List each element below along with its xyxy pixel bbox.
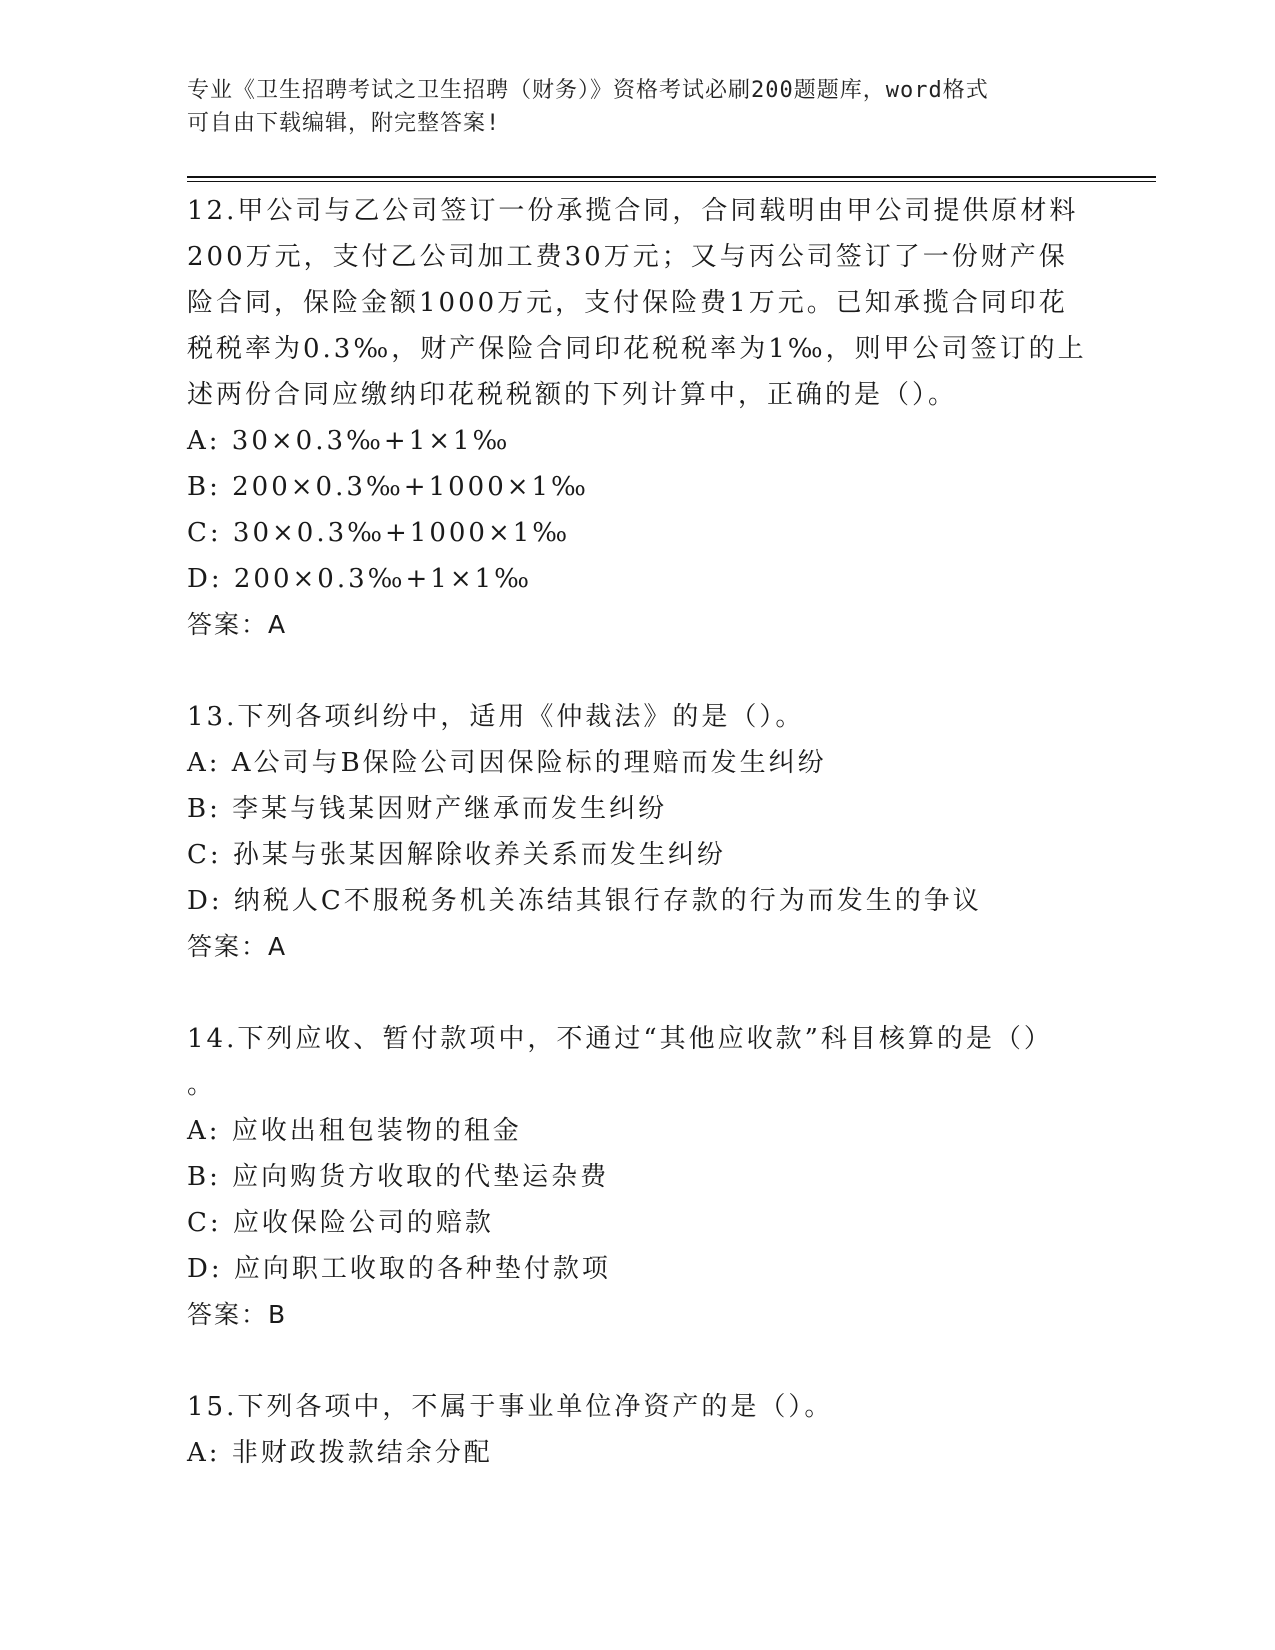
option-c: C: 30×0.3‰+1000×1‰ [187,518,571,548]
answer-label: 答案：A [187,932,288,961]
option-a: A: 非财政拨款结余分配 [187,1438,493,1468]
question-15 [187,1384,1087,1476]
option-c: C: 应收保险公司的赔款 [187,1208,494,1238]
question-stem-line: 税税率为0.3‰，财产保险合同印花税税率为1‰，则甲公司签订的上 [187,334,1087,364]
option-d: D: 应向职工收取的各种垫付款项 [187,1254,611,1284]
question-stem-line: 14.下列应收、暂付款项中，不通过“其他应收款”科目核算的是（） [187,1024,1053,1054]
header-title-line-1: 专业《卫生招聘考试之卫生招聘（财务）》资格考试必刷200题题库，word格式 [187,78,989,103]
option-a: A: 应收出租包装物的租金 [187,1116,522,1146]
option-d: D: 纳税人C不服税务机关冻结其银行存款的行为而发生的争议 [187,886,982,916]
option-b: B: 李某与钱某因财产继承而发生纠纷 [187,794,668,824]
option-b: B: 应向购货方收取的代垫运杂费 [187,1162,610,1192]
document-header [187,74,1087,140]
option-a: A: A公司与B保险公司因保险标的理赔而发生纠纷 [187,748,827,778]
question-stem-line: 13.下列各项纠纷中，适用《仲裁法》的是（）。 [187,702,805,732]
question-stem-line: 15.下列各项中，不属于事业单位净资产的是（）。 [187,1392,834,1422]
question-stem-line: 。 [187,1070,217,1100]
option-a: A: 30×0.3‰+1×1‰ [187,426,511,456]
question-stem-line: 200万元，支付乙公司加工费30万元；又与丙公司签订了一份财产保 [187,242,1068,272]
question-stem-line: 12.甲公司与乙公司签订一份承揽合同，合同载明由甲公司提供原材料 [187,196,1079,226]
option-d: D: 200×0.3‰+1×1‰ [187,564,533,594]
option-b: B: 200×0.3‰+1000×1‰ [187,472,589,502]
answer-label: 答案：B [187,1300,288,1329]
question-stem-line: 述两份合同应缴纳印花税税额的下列计算中，正确的是（）。 [187,380,958,410]
question-spacer [187,970,1087,1016]
option-c: C: 孙某与张某因解除收养关系而发生纠纷 [187,840,726,870]
question-spacer [187,648,1087,694]
header-divider-thick [187,176,1156,178]
header-divider-thin [187,181,1156,182]
question-13 [187,694,1087,970]
question-14 [187,1016,1087,1338]
question-12 [187,188,1087,648]
header-title-line-2: 可自由下载编辑，附完整答案! [187,111,501,136]
question-list [187,188,1087,1476]
answer-label: 答案：A [187,610,288,639]
question-spacer [187,1338,1087,1384]
question-stem-line: 险合同，保险金额1000万元，支付保险费1万元。已知承揽合同印花 [187,288,1068,318]
